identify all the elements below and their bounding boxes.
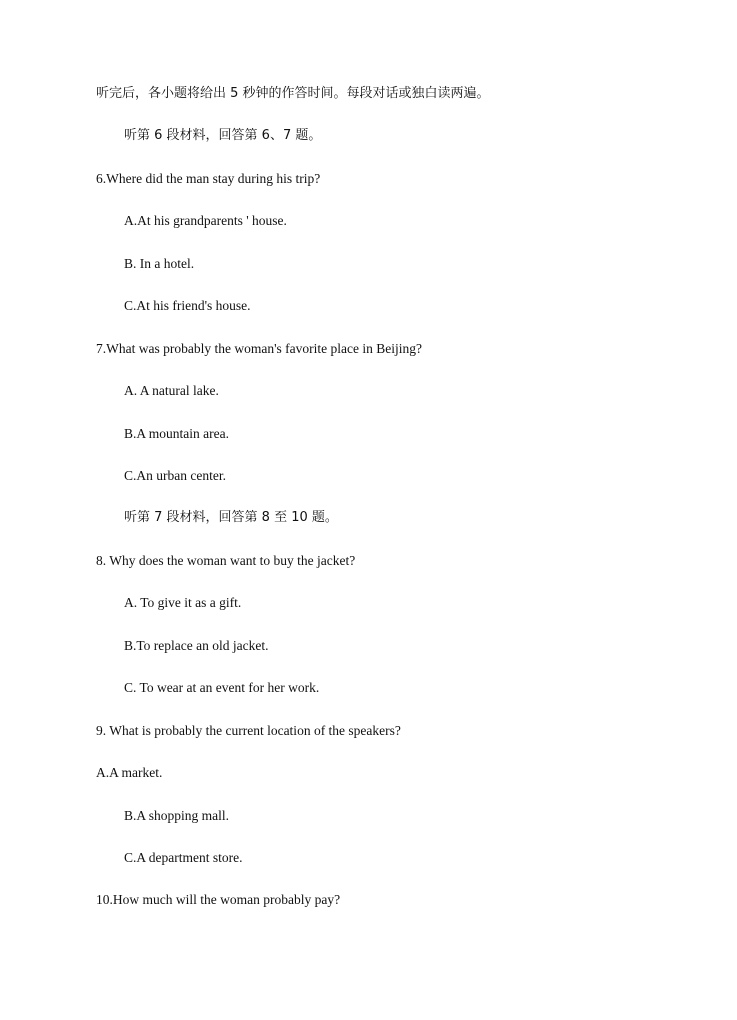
q7-option-b: B.A mountain area. [124, 426, 229, 441]
section-heading-6: 听第 6 段材料，回答第 6、7 题。 [124, 128, 322, 143]
question-8: 8. Why does the woman want to buy the jacket? [96, 553, 356, 568]
q8-option-c: C. To wear at an event for her work. [124, 680, 320, 695]
q7-option-a: A. A natural lake. [124, 383, 219, 398]
section-heading-7: 听第 7 段材料，回答第 8 至 10 题。 [124, 510, 338, 525]
q8-option-a: A. To give it as a gift. [124, 595, 242, 610]
question-6: 6.Where did the man stay during his trip? [96, 171, 321, 186]
q6-option-c: C.At his friend's house. [124, 298, 251, 313]
question-10: 10.How much will the woman probably pay? [96, 892, 341, 907]
q6-option-b: B. In a hotel. [124, 256, 195, 271]
q8-option-b: B.To replace an old jacket. [124, 638, 269, 653]
question-7: 7.What was probably the woman's favorite place in Beijing? [96, 341, 422, 356]
q9-option-c: C.A department store. [124, 850, 243, 865]
question-9: 9. What is probably the current location of the speakers? [96, 723, 401, 738]
instructions-text: 听完后，各小题将给出 5 秒钟的作答时间。每段对话或独白读两遍。 [96, 86, 490, 101]
q9-option-b: B.A shopping mall. [124, 808, 230, 823]
q7-option-c: C.An urban center. [124, 468, 226, 483]
q9-option-a: A.A market. [96, 765, 163, 780]
q6-option-a: A.At his grandparents ' house. [124, 213, 287, 228]
